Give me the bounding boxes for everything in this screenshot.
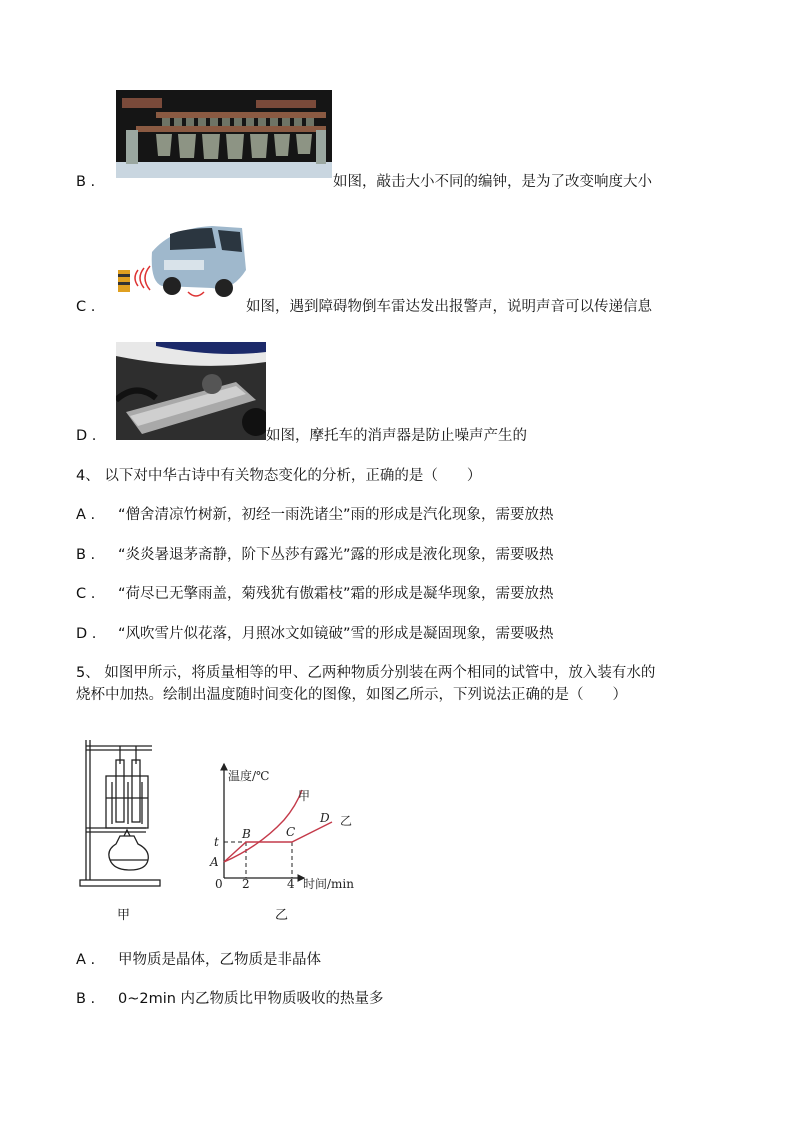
q4-option-a — [76, 505, 554, 525]
option-text: “炎炎暑退茅斋静，阶下丛莎有露光”露的形成是液化现象，需要吸热 — [118, 547, 554, 563]
point-b-label: B — [242, 827, 251, 841]
x-tick-4: 4 — [287, 877, 295, 891]
bianzhong-bells-photo-icon — [116, 90, 332, 178]
q4-option-c — [76, 584, 554, 604]
x-axis-label: 时间/min — [303, 877, 354, 891]
option-text: “风吹雪片似花落，月照冰文如镜破”雪的形成是凝固现象，需要吸热 — [118, 626, 554, 642]
q3-option-c — [76, 297, 95, 317]
option-letter: A . — [76, 952, 96, 968]
q3-option-b-text: 如图，敲击大小不同的编钟，是为了改变响度大小 — [333, 174, 652, 190]
q3-option-d — [76, 426, 96, 446]
q4-option-d — [76, 624, 554, 644]
q5-stem-line-2: 烧杯中加热。绘制出温度随时间变化的图像，如图乙所示，下列说法正确的是（ ） — [76, 687, 627, 703]
option-letter: D . — [76, 428, 97, 444]
figure-jia-caption: 甲 — [117, 908, 131, 923]
curve-jia-label: 甲 — [298, 789, 311, 803]
temperature-time-graph — [200, 750, 370, 900]
q3-option-c-text: 如图，遇到障碍物倒车雷达发出报警声，说明声音可以传递信息 — [246, 299, 652, 315]
option-letter: C . — [76, 586, 96, 602]
point-a-label: A — [210, 855, 219, 869]
q3-option-d-text: 如图，摩托车的消声器是防止噪声产生的 — [266, 428, 527, 444]
option-letter: B . — [76, 547, 96, 563]
figure-yi-caption: 乙 — [275, 908, 289, 923]
q5-option-b — [76, 989, 384, 1009]
car-reversing-radar-photo-icon — [112, 222, 246, 302]
q4-option-b — [76, 545, 554, 565]
curve-yi-label: 乙 — [340, 814, 353, 828]
heating-apparatus-figure — [76, 732, 166, 890]
option-text: 0~2min 内乙物质比甲物质吸收的热量多 — [118, 991, 384, 1007]
q5-option-a — [76, 950, 321, 970]
option-letter: A . — [76, 507, 96, 523]
point-c-label: C — [286, 825, 296, 839]
q5-stem-line-1: 5、 如图甲所示，将质量相等的甲、乙两种物质分别装在两个相同的试管中，放入装有水的 — [76, 665, 656, 681]
motorcycle-muffler-photo-icon — [116, 342, 266, 440]
y-axis-label: 温度/℃ — [228, 769, 270, 783]
option-text: 甲物质是晶体，乙物质是非晶体 — [118, 952, 321, 968]
q3-option-b — [76, 172, 95, 192]
option-letter: C . — [76, 299, 96, 315]
option-letter: B . — [76, 174, 96, 190]
point-d-label: D — [320, 811, 330, 825]
x-tick-2: 2 — [242, 877, 250, 891]
option-letter: D . — [76, 626, 97, 642]
origin-label: 0 — [215, 877, 223, 891]
t-label: t — [214, 835, 219, 849]
option-text: “僧舍清凉竹树新，初经一雨洗诸尘”雨的形成是汽化现象，需要放热 — [118, 507, 554, 523]
option-letter: B . — [76, 991, 96, 1007]
option-text: “荷尽已无擎雨盖，菊残犹有傲霜枝”霜的形成是凝华现象，需要放热 — [118, 586, 554, 602]
q4-stem: 4、 以下对中华古诗中有关物态变化的分析，正确的是（ ） — [76, 468, 482, 484]
